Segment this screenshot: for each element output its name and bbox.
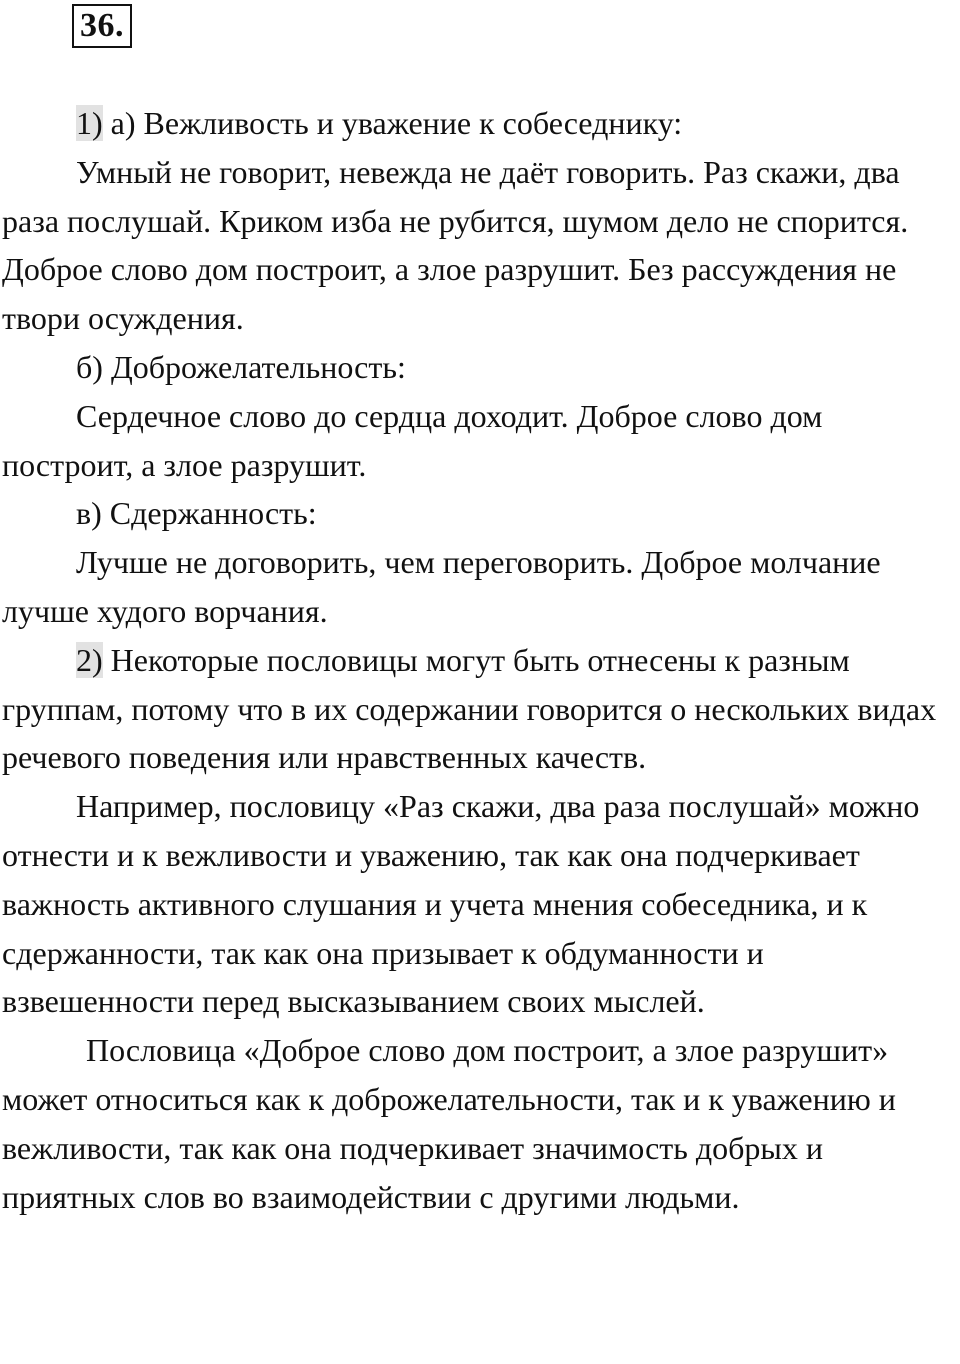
part1-marker: 1) — [76, 105, 103, 141]
part1-a-heading — [2, 99, 954, 148]
part2-text: Некоторые пословицы могут быть отнесены к разным группам, потому что в их содержании говорится о нескольких видах речевого поведения или нравственных качеств. — [2, 641, 937, 776]
part1-a-proverbs: Умный не говорит, невежда не даёт говорить. Раз скажи, два раза послушай. Криком изба не рубится, шумом дело не спорится. Доброе слово дом построит, а злое разрушит. Без рассуждения не твори осуждения. — [2, 153, 909, 337]
part2-example-1: Например, пословицу «Раз скажи, два раза послушай» можно отнести и к вежливости и уважению, так как она подчеркивает важность активного слушания и учета мнения собеседника, и к сдержанности, так как она призывает к обдуманности и взвешенности перед высказыванием своих мыслей. — [2, 788, 920, 1020]
part1-c-heading: в) Сдержанность: — [76, 495, 317, 532]
task-number: 36. — [72, 4, 132, 48]
part2-marker: 2) — [76, 641, 103, 678]
answer-text — [2, 99, 954, 1221]
part1-b-heading: б) Доброжелательность: — [76, 348, 406, 385]
part2-example-2: Пословица «Доброе слово дом построит, а злое разрушит» может относиться как к доброжелательности, так и к уважению и вежливости, так как она подчеркивает значимость добрых и приятных слов во взаимодействии с другими людьми. — [2, 1032, 896, 1215]
part1-c-proverbs: Лучше не договорить, чем переговорить. Доброе молчание лучше худого ворчания. — [2, 544, 881, 629]
part2-paragraph — [2, 636, 954, 782]
part1-a-heading-text: а) Вежливость и уважение к собеседнику: — [102, 105, 683, 141]
part1-b-proverbs: Сердечное слово до сердца доходит. Доброе слово дом построит, а злое разрушит. — [2, 397, 823, 483]
